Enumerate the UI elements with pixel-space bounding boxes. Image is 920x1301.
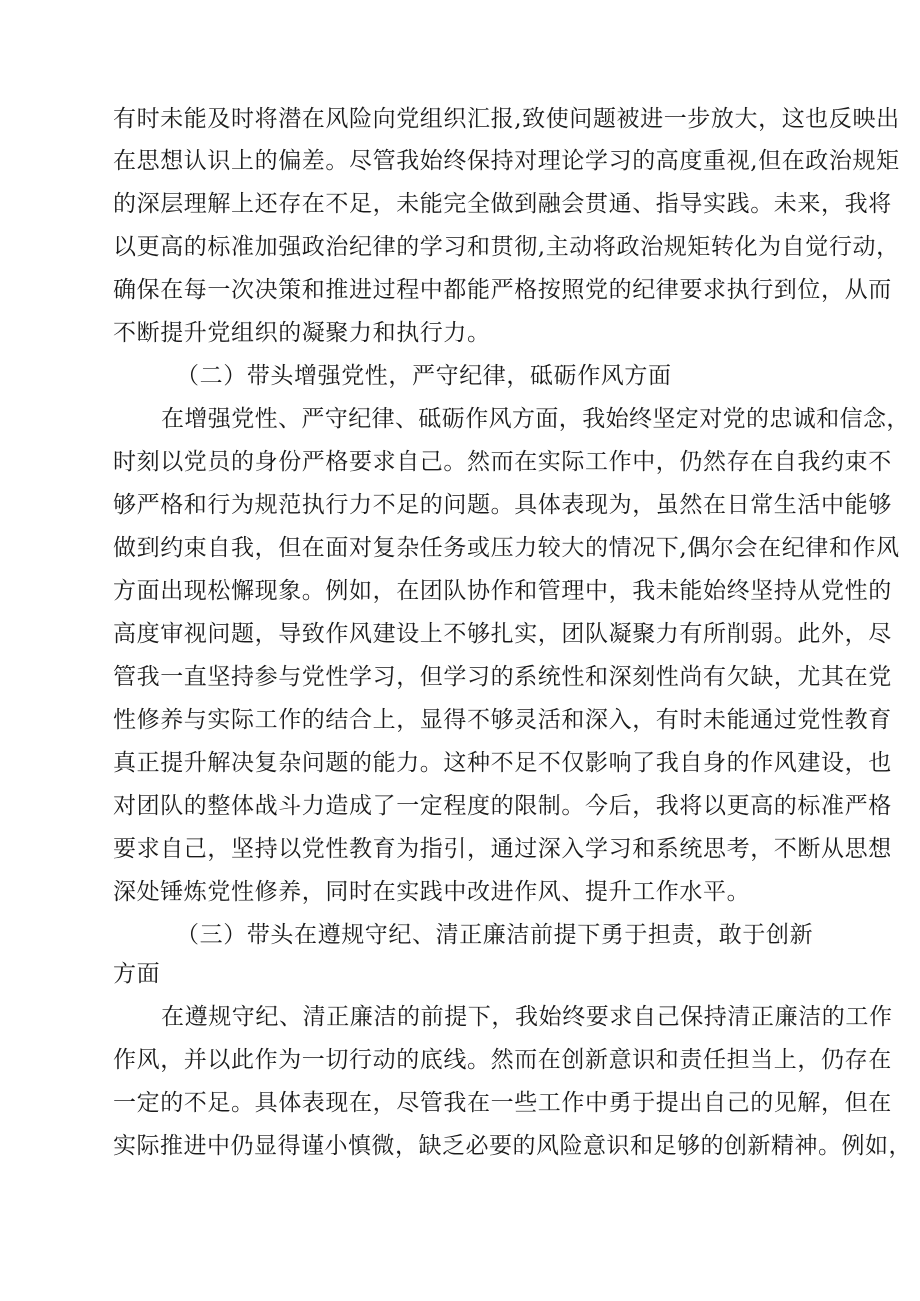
paragraph-line: 管我一直坚持参与党性学习，但学习的系统性和深刻性尚有欠缺，尤其在党 (113, 664, 892, 690)
paragraph-line: 深处锤炼党性修养，同时在实践中改进作风、提升工作水平。 (113, 879, 751, 905)
paragraph-line: 在遵规守纪、清正廉洁的前提下，我始终要求自己保持清正廉洁的工作 (161, 1004, 893, 1030)
paragraph-line: 确保在每一次决策和推进过程中都能严格按照党的纪律要求执行到位，从而 (113, 277, 892, 303)
paragraph-line: 性修养与实际工作的结合上，显得不够灵活和深入，有时未能通过党性教育 (113, 707, 892, 733)
paragraph-line: 在思想认识上的偏差。尽管我始终保持对理论学习的高度重视,但在政治规矩 (113, 148, 900, 174)
paragraph-line: 作风，并以此作为一切行动的底线。然而在创新意识和责任担当上，仍存在 (113, 1047, 892, 1073)
paragraph-line: 高度审视问题，导致作风建设上不够扎实，团队凝聚力有所削弱。此外，尽 (113, 621, 892, 647)
paragraph-line: 时刻以党员的身份严格要求自己。然而在实际工作中，仍然存在自我约束不 (113, 449, 892, 475)
section-heading-continuation: 方面 (113, 961, 161, 987)
paragraph-line: 的深层理解上还存在不足，未能完全做到融会贯通、指导实践。未来，我将 (113, 191, 892, 217)
paragraph-line: 要求自己，坚持以党性教育为指引，通过深入学习和系统思考，不断从思想 (113, 836, 892, 862)
paragraph-line: 以更高的标准加强政治纪律的学习和贯彻,主动将政治规矩转化为自觉行动， (113, 234, 900, 260)
paragraph-line: 方面出现松懈现象。例如，在团队协作和管理中，我未能始终坚持从党性的 (113, 578, 892, 604)
section-heading: （三）带头在遵规守纪、清正廉洁前提下勇于担责，敢于创新 (176, 922, 814, 948)
paragraph-line: 做到约束自我，但在面对复杂任务或压力较大的情况下,偶尔会在纪律和作风 (113, 535, 900, 561)
paragraph-line: 够严格和行为规范执行力不足的问题。具体表现为，虽然在日常生活中能够 (113, 492, 892, 518)
paragraph-line: 实际推进中仍显得谨小慎微，缺乏必要的风险意识和足够的创新精神。例如， (113, 1133, 912, 1159)
paragraph-line: 一定的不足。具体表现在，尽管我在一些工作中勇于提出自己的见解，但在 (113, 1090, 892, 1116)
paragraph-line: 在增强党性、严守纪律、砥砺作风方面，我始终坚定对党的忠诚和信念， (161, 406, 910, 432)
paragraph-line: 有时未能及时将潜在风险向党组织汇报,致使问题被进一步放大，这也反映出 (113, 106, 900, 132)
paragraph-line: 真正提升解决复杂问题的能力。这种不足不仅影响了我自身的作风建设，也 (113, 750, 892, 776)
paragraph-line: 不断提升党组织的凝聚力和执行力。 (113, 320, 491, 346)
paragraph-line: 对团队的整体战斗力造成了一定程度的限制。今后，我将以更高的标准严格 (113, 793, 892, 819)
section-heading: （二）带头增强党性，严守纪律，砥砺作风方面 (176, 363, 672, 389)
